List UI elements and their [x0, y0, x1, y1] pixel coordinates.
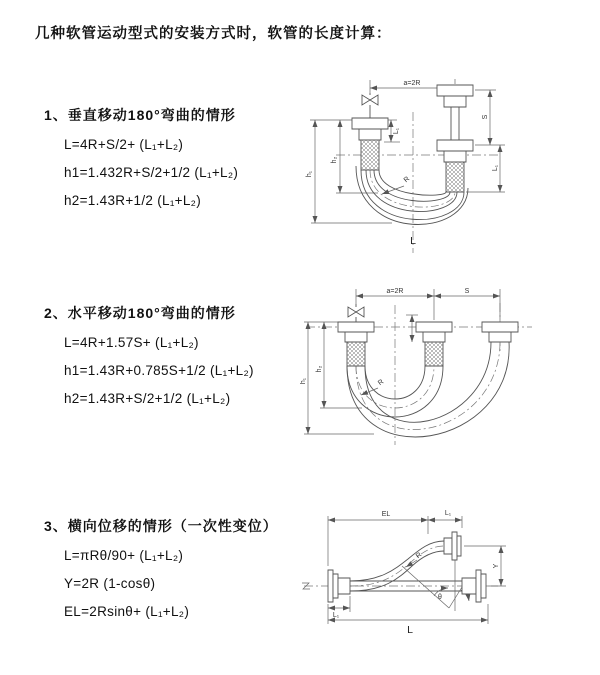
diagram-2-svg — [300, 283, 560, 458]
dim-label-l1-right: L₁ — [492, 164, 499, 172]
section-1-heading: 1、垂直移动180°弯曲的情形 — [44, 107, 236, 123]
right-flange-positions — [437, 85, 473, 192]
upper-flange — [444, 532, 461, 560]
dim-label-h1: h₁ — [306, 170, 313, 178]
section-1-formula-h1: h1=1.432R+S/2+1/2 (L₁+L₂) — [64, 165, 239, 180]
section-2-formula-L: L=4R+1.57S+ (L₁+L₂) — [64, 335, 199, 350]
dim-label-l: L — [407, 624, 413, 636]
section-1-text — [44, 107, 344, 209]
dim-label-h1: h₁ — [300, 377, 307, 385]
dim-a2r-s — [356, 288, 500, 320]
braided-hose-section — [361, 140, 379, 170]
radius-callout — [382, 176, 411, 194]
diagram-3-svg — [298, 500, 560, 645]
section-3-heading: 3、横向位移的情形（一次性变位） — [44, 518, 278, 534]
dim-label-theta: θ — [438, 594, 442, 601]
left-flange — [328, 570, 350, 602]
section-1-formula-L: L=4R+S/2+ (L₁+L₂) — [64, 137, 184, 152]
dim-label-a2r: a=2R — [403, 80, 421, 87]
dim-label-el: EL — [381, 511, 391, 518]
dim-label-y: Y — [493, 563, 500, 569]
right-flange — [462, 570, 486, 602]
dim-label-h2: h₂ — [331, 156, 338, 164]
dim-label-l1-left: L₁ — [393, 127, 400, 135]
right-flange — [482, 322, 518, 342]
section-3-formula-EL: EL=2Rsinθ+ (L₁+L₂) — [64, 604, 190, 619]
dim-label-h2: h₂ — [316, 365, 323, 373]
valve-icon — [348, 304, 364, 322]
left-flange — [352, 118, 388, 170]
dim-label-r: R — [402, 175, 412, 185]
dim-l — [328, 604, 488, 636]
dim-label-l1-bottom: L₁ — [332, 612, 340, 619]
dim-el-l1 — [328, 510, 462, 566]
section-2-formula-h2: h2=1.43R+S/2+1/2 (L₁+L₂) — [64, 391, 231, 406]
dim-label-r: R — [414, 551, 424, 561]
braided-hose-section — [425, 342, 443, 366]
dim-label-a2r: a=2R — [386, 288, 404, 295]
diagram-horizontal-180-bend — [300, 283, 560, 458]
hose-s-curve — [350, 541, 444, 591]
section-3-formula-Y: Y=2R (1-cosθ) — [64, 576, 156, 591]
dim-label-s: S — [464, 288, 470, 295]
section-3-formula-L: L=πRθ/90+ (L₁+L₂) — [64, 548, 184, 563]
diagram-lateral-displacement — [298, 500, 560, 645]
middle-flange — [416, 322, 452, 366]
dim-label-l: L — [410, 235, 416, 247]
valve-icon — [362, 93, 378, 118]
section-1-formula-h2: h2=1.43R+1/2 (L₁+L₂) — [64, 193, 202, 208]
section-2-formula-h1: h1=1.43R+0.785S+1/2 (L₁+L₂) — [64, 363, 254, 378]
dim-label-s: S — [482, 114, 489, 120]
dim-label-r: R — [377, 378, 386, 388]
braided-hose-section — [446, 162, 464, 192]
radius-callout — [361, 378, 385, 395]
diagram-vertical-180-bend — [300, 70, 555, 260]
section-2-text — [44, 305, 344, 407]
dim-label-l1-top: L₁ — [444, 510, 452, 517]
page-title: 几种软管运动型式的安装方式时，软管的长度计算： — [35, 26, 392, 42]
left-flange — [338, 322, 374, 366]
diagram-1-svg — [300, 70, 555, 260]
section-2-heading: 2、水平移动180°弯曲的情形 — [44, 305, 236, 321]
braided-hose-section — [347, 342, 365, 366]
